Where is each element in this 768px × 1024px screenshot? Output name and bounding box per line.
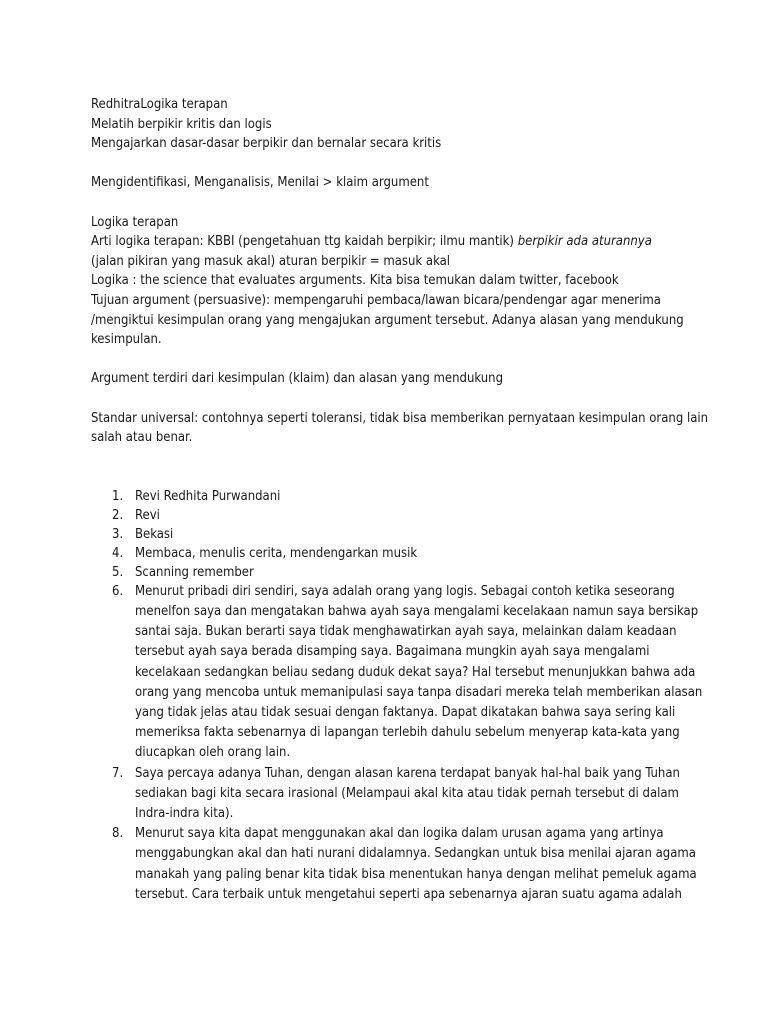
list-item-text: Indra-indra kita). bbox=[135, 805, 234, 821]
list-item-text: tersebut. Cara terbaik untuk mengetahui seperti apa sebenarnya ajaran suatu agama adalah bbox=[135, 886, 682, 902]
list-item bbox=[91, 525, 691, 544]
list-item bbox=[91, 544, 691, 563]
list-item-number: 6. bbox=[112, 583, 124, 599]
logika-line: Logika : the science that evaluates arguments. Kita bisa temukan dalam twitter, facebook bbox=[91, 273, 619, 289]
arti-line bbox=[91, 232, 691, 252]
list-item bbox=[91, 563, 691, 582]
list-item-text: Menurut saya kita dapat menggunakan akal dan logika dalam urusan agama yang artinya bbox=[135, 826, 664, 842]
list-item-text: menelfon saya dan mengatakan bahwa ayah saya mengalami kecelakaan namun saya bersikap bbox=[135, 603, 699, 619]
list-item-text: Membaca, menulis cerita, mendengarkan musik bbox=[135, 545, 418, 561]
answers-list bbox=[91, 487, 703, 905]
header-line: Mengajarkan dasar-dasar berpikir dan bernalar secara kritis bbox=[91, 136, 442, 152]
list-item-number: 7. bbox=[112, 765, 124, 781]
tujuan-line: Tujuan argument (persuasive): mempengaruhi pembaca/lawan bicara/pendengar agar menerima bbox=[91, 292, 661, 308]
list-item-text: orang yang mencoba untuk memanipulasi saya tanpa disadari mereka telah memberikan alasan bbox=[135, 684, 703, 700]
list-item-text: Revi Redhita Purwandani bbox=[135, 488, 281, 504]
list-item-text: Bekasi bbox=[135, 526, 174, 542]
list-item-text: memeriksa fakta sebenarnya di lapangan terlebih dahulu sebelum menyerap kata-kata yang bbox=[135, 725, 680, 741]
header-line: Melatih berpikir kritis dan logis bbox=[91, 116, 272, 132]
standar-line: salah atau benar. bbox=[91, 430, 193, 446]
list-item-text: Scanning remember bbox=[135, 564, 254, 580]
list-item bbox=[91, 824, 697, 905]
arti-italic-text: berpikir ada aturannya bbox=[517, 234, 652, 250]
list-item-text: sediakan bagi kita secara irasional (Melampaui akal kita atau tidak pernah tersebut di dalam bbox=[135, 785, 679, 801]
list-item-text: yang tidak jelas atau tidak sesuai dengan faktanya. Dapat dikatakan bahwa saya sering kali bbox=[135, 704, 676, 720]
list-item bbox=[91, 506, 691, 525]
tujuan-line: /mengiktui kesimpulan orang yang mengajukan argument tersebut. Adanya alasan yang mendukung bbox=[91, 312, 684, 328]
list-item-text: menggabungkan akal dan hati nurani didalamnya. Sedangkan untuk bisa menilai ajaran agama bbox=[135, 846, 696, 862]
identify-line: Mengidentifikasi, Menganalisis, Menilai > klaim argument bbox=[91, 175, 429, 191]
arti-line-continued: (jalan pikiran yang masuk akal) aturan berpikir = masuk akal bbox=[91, 253, 451, 269]
argument-line: Argument terdiri dari kesimpulan (klaim) dan alasan yang mendukung bbox=[91, 371, 503, 387]
list-item-text: diucapkan oleh orang lain. bbox=[135, 745, 291, 761]
list-item bbox=[91, 487, 691, 506]
list-item-text: Menurut pribadi diri sendiri, saya adalah orang yang logis. Sebagai contoh ketika seseorang bbox=[135, 583, 675, 599]
tujuan-line: kesimpulan. bbox=[91, 332, 162, 348]
list-item-text: manakah yang paling benar kita tidak bisa menentukan hanya dengan melihat pemeluk agama bbox=[135, 866, 697, 882]
document-body bbox=[91, 95, 709, 905]
list-item bbox=[91, 764, 691, 825]
list-item-text: Saya percaya adanya Tuhan, dengan alasan karena terdapat banyak hal-hal baik yang Tuhan bbox=[135, 765, 680, 781]
document-title: RedhitraLogika terapan bbox=[91, 97, 228, 112]
standar-line: Standar universal: contohnya seperti toleransi, tidak bisa memberikan pernyataan kesimpulan orang lain bbox=[91, 410, 709, 426]
list-item-text: kecelakaan sedangkan beliau sedang duduk dekat saya? Hal tersebut menunjukkan bahwa ada bbox=[135, 664, 696, 680]
list-item-number: 8. bbox=[112, 826, 124, 842]
arti-text: Arti logika terapan: KBBI (pengetahuan ttg kaidah berpikir; ilmu mantik) bbox=[91, 234, 518, 250]
list-item-number: 4. bbox=[112, 545, 124, 561]
list-item-text: tersebut ayah saya berada disamping saya. Bagaimana mungkin ayah saya mengalami bbox=[135, 644, 650, 660]
list-item-text: santai saja. Bukan berarti saya tidak menghawatirkan ayah saya, melainkan dalam keadaan bbox=[135, 624, 677, 640]
list-item-text: Revi bbox=[135, 507, 160, 523]
list-item-number: 5. bbox=[112, 564, 124, 580]
list-item-number: 1. bbox=[112, 488, 124, 504]
section-title: Logika terapan bbox=[91, 214, 179, 230]
list-item-number: 3. bbox=[112, 526, 124, 542]
list-item-number: 2. bbox=[112, 507, 124, 523]
list-item bbox=[91, 582, 703, 764]
